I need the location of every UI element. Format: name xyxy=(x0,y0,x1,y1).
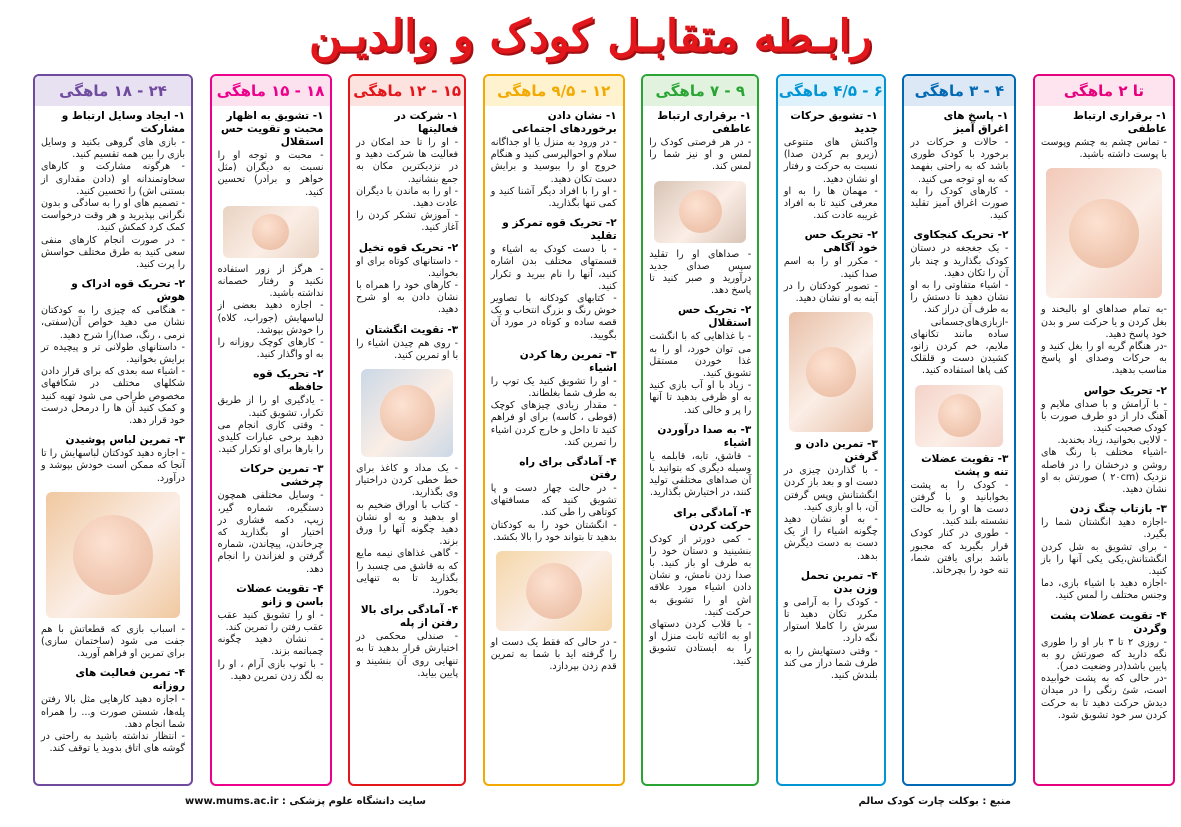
activity-tip: - یک جغجغه در دستان کودک بگذارید و چند بار آن را تکان دهید. xyxy=(910,243,1009,279)
activity-section xyxy=(491,217,617,342)
age-column-body xyxy=(778,106,884,784)
activity-tip: - وقتی دستهایش را به طرف شما دراز می کند بلندش کنید. xyxy=(783,645,878,682)
activity-tip: - به او نشان دهید چگونه اشیاء را از یک دست به دست دیگرش بدهد. xyxy=(783,514,878,562)
activity-section xyxy=(41,110,185,271)
activity-tip: واکنش های متنوعی (زیرو بم کردن صدا) نسبت به حرکت و رفتار او نشان دهید. xyxy=(783,137,878,185)
mirror-baby-photo xyxy=(789,312,873,432)
photo-subject-shape xyxy=(252,214,288,250)
site-url[interactable]: www.mums.ac.ir xyxy=(185,796,279,807)
activity-tip: - روزی ۲ تا ۳ بار او را طوری نگه دارید که صورتش رو به پایین باشد(در وضعیت دمر). xyxy=(1040,636,1167,673)
activity-tip: -در حالی که به پشت خوابیده است، شئ رنگی را در میدان دیدش حرکت دهید تا به حرکت کردن سر خود تشویق شود. xyxy=(1040,673,1167,721)
activity-section-title: ۴- تقویت عضلات باسن و زانو xyxy=(236,582,324,608)
activity-tip: - طوری در کنار کودک قرار بگیرید که مجبور باشد برای یافتن شما، تنه خود را بچرخاند. xyxy=(910,528,1009,577)
activity-section xyxy=(41,624,185,661)
activity-section xyxy=(784,438,878,563)
photo-subject-shape xyxy=(679,190,722,233)
activity-tip: - اسباب بازی که قطعاتش با هم جفت می شود (ساختمان سازی) برای تمرین او فراهم آورید. xyxy=(41,623,185,660)
activity-section-title: ۳- تمرین رها کردن اشیاء xyxy=(519,348,617,374)
age-column-header: ۱۲ - ۹/۵ ماهگی xyxy=(485,76,623,106)
activity-tip: -به تمام صداهای او بالبخند و بغل کردن و یا حرکت سر و بدن خود پاسخ دهید. xyxy=(1040,304,1167,340)
activity-tip: -ازبازی‌های‌جسمانی ساده مانند تکانهای ملایم، خم کردن زانو، کشیدن دست و قلقلک کف پاها استفاده کنید. xyxy=(910,316,1009,377)
playing-baby-photo xyxy=(654,181,746,243)
activity-tip: - حالات و حرکات در برخورد با کودک طوری باشد که به راحتی بفهمد که به او توجه می کنید. xyxy=(910,137,1009,185)
activity-section-title: ۲- تحریک حس خود آگاهی xyxy=(804,229,878,255)
photo-subject-shape xyxy=(938,394,981,437)
age-column-body xyxy=(485,106,623,784)
activity-section xyxy=(1041,304,1167,377)
activity-tip: - با قلاب کردن دستهای او به اثاثیه ثابت منزل او را به ایستادن تشویق کنید. xyxy=(649,619,752,667)
photo-subject-shape xyxy=(380,385,435,440)
activity-section xyxy=(649,424,751,500)
activity-section-title: ۱- برقراری ارتباط عاطفی xyxy=(1072,110,1167,135)
activity-section xyxy=(41,434,185,485)
age-column-header: ۱۵ - ۱۲ ماهگی xyxy=(350,76,464,106)
activity-tip: - وسایل مختلفی همچون دستگیره، شماره گیر، زیپ، دکمه فشاری در اختیار او بگذارید که چرخاندن، پیچاندن، شماره گرفتن و لغزاندن را انجام دهد. xyxy=(217,490,324,575)
activity-section xyxy=(1041,385,1167,497)
activity-tip: - انگشتان خود را به کودکتان بدهید تا بتواند خود را بالا بکشد. xyxy=(490,519,617,543)
activity-tip: - او را تا حد امکان در فعالیت ها شرکت دهید و در نزدیکترین مکان به جمع بنشانید. xyxy=(356,137,459,185)
activity-tip: - بازی های گروهی بکنید و وسایل بازی را بین همه تقسیم کنید. xyxy=(41,137,185,161)
toddler-hat-photo xyxy=(46,492,180,618)
blocks-toddler-photo xyxy=(361,369,453,457)
activity-tip: - یک مداد و کاغذ برای خط خطی کردن دراختیار وی بگذارید. xyxy=(356,463,459,499)
activity-section xyxy=(784,110,878,222)
activity-section-title: ۳- تقویت عضلات تنه و پشت xyxy=(921,452,1009,478)
photo-subject-shape xyxy=(806,347,856,397)
activity-section xyxy=(649,507,751,668)
activity-section xyxy=(218,368,324,456)
activity-tip: - انتظار نداشته باشید به راحتی در گوشه های اتاق بدوید یا توقف کند. xyxy=(41,731,185,755)
age-column-body xyxy=(35,106,191,784)
activity-section-title: ۱- تشویق به اظهار محبت و تقویت حس استقلال xyxy=(221,110,324,148)
activity-tip: - با غذاهایی که با انگشت می توان خورد، او را به غذا خوردن مستقل تشویق کنید. xyxy=(649,331,752,380)
activity-tip: - هرگز از زور استفاده نکنید و رفتار خصمانه نداشته باشید. xyxy=(217,263,324,300)
activity-section xyxy=(910,229,1008,377)
activity-tip: -در هنگام گریه او را بغل کنید و به حرکات وصدای او پاسخ مناسب بدهید. xyxy=(1040,341,1167,377)
activity-section-title: ۱- شرکت در فعالیتها xyxy=(394,110,459,135)
activity-tip: - او را تشویق کنید یک توپ را به طرف شما بغلطاند. xyxy=(490,375,617,400)
activity-section xyxy=(649,249,751,298)
age-column xyxy=(483,74,625,786)
activity-section-title: ۲- تحریک قوه ادراک و هوش xyxy=(71,278,185,304)
activity-tip: - کمی دورتر از کودک بنشینید و دستان خود را به طرف او باز کنید. با صدا زدن نامش، و نشان دادن اشیاء مورد علاقه اش او را تشویق به حرکت کنید. xyxy=(649,533,752,618)
page-title: رابـطه متقابـل کودک و والدیـن xyxy=(308,11,873,62)
age-column-body xyxy=(904,106,1014,784)
activity-tip: - اشیاء سه بعدی که برای قرار دادن شکلهای مختلف در شکافهای مخصوص طراحی می شود تهیه کنید و کمک کنید آن ها را درمحل درست خود قرار دهد. xyxy=(41,366,185,427)
activity-section-title: ۳- تمرین دادن و گرفتن xyxy=(795,438,878,464)
activity-tip: - آموزش تشکر کردن را آغاز کنید. xyxy=(356,210,459,234)
activity-section xyxy=(356,463,458,597)
activity-section-title: ۱- ایجاد وسایل ارتباط و مشارکت xyxy=(61,110,185,135)
siblings-photo xyxy=(223,206,319,258)
activity-tip: - تصویر کودکتان را در آینه به او نشان دهید. xyxy=(783,280,878,305)
age-column xyxy=(348,74,466,786)
activity-tip: - قاشق، تابه، قابلمه یا وسیله دیگری که بتوانید با آن صداهای مختلفی تولید کنند، در اختیارش بگذارید. xyxy=(649,450,752,499)
activity-tip: - لالایی بخوانید، زیاد بخندید. xyxy=(1057,435,1167,447)
activity-section-title: ۴- تقویت عضلات پشت وگردن xyxy=(1050,609,1167,635)
age-column-header: ۶ - ۴/۵ ماهگی xyxy=(778,76,884,106)
activity-tip: - در هر فرصتی کودک را لمس و او نیز شما را لمس کند. xyxy=(649,137,752,173)
activity-section-title: ۴- آمادگی برای حرکت کردن xyxy=(673,506,752,532)
activity-tip: - در صورت انجام کارهای منفی سعی کنید به طرق مختلف حواسش را پرت کنید. xyxy=(41,234,185,271)
activity-section-title: ۴- آمادگی برای بالا رفتن از پله xyxy=(360,604,459,630)
activity-tip: - با توپ بازی آرام ، او را به لگد زدن تمرین دهید. xyxy=(217,658,324,682)
activity-tip: - نشان دهید چگونه چمباتمه بزند. xyxy=(217,634,324,658)
activity-section-title: ۳- بازتاب چنگ زدن xyxy=(1069,503,1167,516)
activity-section-title: ۴- آمادگی برای راه رفتن xyxy=(519,456,617,482)
age-column xyxy=(776,74,886,786)
activity-section-title: ۱- تشویق حرکات جدید xyxy=(790,110,878,135)
activity-tip: - هنگامی که چیزی را به کودکتان نشان می دهید خواص آن(سفتی، نرمی ، رنگ، صدا)را شرح دهید. xyxy=(41,305,185,341)
photo-subject-shape xyxy=(73,515,153,595)
activity-tip: - وقتی کاری انجام می دهید برخی عبارات کلیدی را بارها برای او تکرار کنید. xyxy=(217,419,324,456)
activity-tip: - کتابهای کودکانه با تصاویر خوش رنگ و بزرگ انتخاب و یک قصه ساده و کوتاه در مورد آن بگویید. xyxy=(490,293,617,341)
activity-tip: - با گذاردن چیزی در دست او و بعد باز کردن انگشتانش وپس گرفتن آن، با او بازی کنید. xyxy=(783,465,878,513)
standing-baby-photo xyxy=(496,551,612,631)
mother-baby-photo xyxy=(1046,168,1162,298)
age-column xyxy=(1033,74,1175,786)
activity-section-title: ۲- تحریک حواس xyxy=(1083,384,1167,397)
activity-tip: - صندلی محکمی در اختیارش قرار بدهید تا به تنهایی روی آن بنشیند و پایین بیاید. xyxy=(356,631,459,679)
activity-tip: - روی هم چیدن اشیاء را با او تمرین کنید. xyxy=(356,337,459,361)
age-column-header: ۹ - ۷ ماهگی xyxy=(643,76,757,106)
activity-section-title: ۲- تحریک قوه تمرکز و تقلید xyxy=(502,217,617,243)
activity-tip: - یادگیری او را از طریق تکرار، تشویق کنید. xyxy=(217,395,324,419)
activity-section xyxy=(1041,110,1167,161)
activity-section-title: ۲- تحریک قوه حافظه xyxy=(253,368,324,394)
activity-section xyxy=(41,278,185,427)
age-column-header: ۱۸ - ۱۵ ماهگی xyxy=(212,76,330,106)
activity-section-title: ۱- برقراری ارتباط عاطفی xyxy=(657,110,752,135)
baby-feet-photo xyxy=(915,385,1003,447)
activity-section-title: ۲- تحریک قوه تخیل xyxy=(358,241,459,254)
activity-tip: - با دست کودک به اشیاء و قسمتهای مختلف بدن اشاره کنید، آنها را نام ببرید و تکرار کنید. xyxy=(490,244,617,292)
age-column xyxy=(33,74,193,786)
age-column-body xyxy=(643,106,757,784)
activity-tip: - در ورود به منزل یا او جداگانه سلام و احوالپرسی کنید و هنگام خروج او را ببوسید و برایش دست تکان دهید. xyxy=(490,137,617,185)
activity-section-title: ۴- تمرین تحمل وزن بدن xyxy=(800,569,878,595)
activity-section-title: ۲- تحریک حس استقلال xyxy=(678,304,752,330)
activity-section xyxy=(41,667,185,755)
activity-section xyxy=(218,264,324,362)
activity-section-title: ۱- پاسخ های اغراق آمیز xyxy=(943,110,1009,135)
activity-section-title: ۴- تمرین فعالیت های روزانه xyxy=(75,667,185,693)
activity-section xyxy=(356,110,458,235)
activity-tip: - کودک را به آرامی و مکرر تکان دهید تا سرش را کاملا استوار نگه دارد. xyxy=(783,596,878,645)
activity-tip: - کتاب با اوراق ضخیم به او بدهید و به او نشان دهید چگونه آنها را ورق بزند. xyxy=(356,499,459,548)
age-columns xyxy=(33,74,1175,786)
activity-tip: - او را تشویق کنید عقب عقب رفتن را تمرین کند. xyxy=(217,609,324,634)
activity-tip: -اجازه دهید با اشیاء بازی، دما وجنس مختلف را لمس کنید. xyxy=(1040,578,1167,602)
activity-tip: - محبت و توجه او را نسبت به دیگران (مثل خواهر و برادر) تحسین کنید. xyxy=(217,150,324,198)
activity-tip: - داستانهای طولانی تر و پیچیده تر برایش بخوانید. xyxy=(41,341,185,366)
activity-section xyxy=(356,324,458,362)
activity-section-title: ۳- تقویت انگشتان xyxy=(365,323,459,336)
activity-section xyxy=(491,637,617,674)
age-column xyxy=(641,74,759,786)
activity-section-title: ۳- تمرین لباس پوشیدن xyxy=(65,434,185,447)
activity-tip: - تصمیم های او را به سادگی و بدون نگرانی بپذیرید و هر وقت درخواست کمک کرد کمکش کنید. xyxy=(41,198,185,234)
activity-tip: - صداهای او را تقلید سپس صدای جدید درآورید و صبر کنید تا پاسخ دهد. xyxy=(649,248,752,297)
activity-section xyxy=(784,229,878,305)
activity-tip: - کارهای کودک را به صورت اغراق آمیز تقلید کنید. xyxy=(910,185,1009,222)
activity-tip: - در حالت چهار دست و پا تشویق کنید که مسافتهای کوتاهی را طی کند. xyxy=(490,483,617,519)
age-column-body xyxy=(350,106,464,784)
activity-section xyxy=(784,570,878,682)
activity-section xyxy=(910,110,1008,222)
activity-tip: - اجازه دهید کارهایی مثل بالا رفتن پله‌ها، شستن صورت و... را همراه شما انجام دهد. xyxy=(41,694,185,730)
activity-section xyxy=(218,463,324,575)
activity-section xyxy=(910,453,1008,578)
activity-tip: - در حالی که فقط یک دست او را گرفته اید با شما به تمرین قدم زدن بپردازد. xyxy=(490,637,617,673)
activity-tip: - کارهای خود را همراه با نشان دادن به او شرح دهید. xyxy=(356,280,459,316)
activity-tip: - او را با افراد دیگر آشنا کنید و کمی تنها بگذارید. xyxy=(490,185,617,210)
activity-section xyxy=(649,110,751,174)
activity-section-title: ۲- تحریک کنجکاوی xyxy=(913,229,1009,242)
age-column-body xyxy=(1035,106,1173,784)
activity-section xyxy=(1041,610,1167,722)
activity-tip: -اجازه دهید انگشتان شما را بگیرد. xyxy=(1040,517,1167,541)
activity-section xyxy=(218,110,324,199)
activity-tip: - اجازه دهید کودکتان لباسهایش را تا آنجا که ممکن است خودش بپوشد و درآورد. xyxy=(41,448,185,484)
footer xyxy=(0,796,1181,816)
activity-tip: - مهمان ها را به او معرفی کنید تا به افراد غریبه عادت کند. xyxy=(783,185,878,222)
activity-tip: - با آرامش و با صدای ملایم و آهنگ دار از دو طرف صورت با کودک صحبت کنید. xyxy=(1040,398,1167,435)
age-column-body xyxy=(212,106,330,784)
activity-tip: - گاهی غذاهای نیمه مایع که به قاشق می چسبد را بگذارید تا به تنهایی بخورد. xyxy=(356,548,459,597)
age-column-header: ۴ - ۳ ماهگی xyxy=(904,76,1014,106)
activity-tip: -اشیاء مختلف با رنگ های روشن و درخشان را در فاصله نزدیک (۲۰cm ) صورتش به او نشان دهید. xyxy=(1040,447,1167,496)
activity-tip: - اشیاء متفاوتی را به او نشان دهید تا دستش را به طرف آن دراز کند. xyxy=(910,280,1009,316)
activity-tip: - کارهای کوچک روزانه را به او واگذار کنید. xyxy=(217,337,324,361)
activity-section-title: ۳- تمرین حرکات چرخشی xyxy=(239,463,324,489)
activity-tip: - زیاد با او آب بازی کنید به او ظرفی بدهید تا آنها را پر و خالی کند. xyxy=(649,380,752,416)
activity-section xyxy=(491,110,617,210)
activity-section xyxy=(218,583,324,683)
activity-tip: - داستانهای کوتاه برای او بخوانید. xyxy=(356,255,459,279)
site-label: سایت دانشگاه علوم پزشکی : xyxy=(281,796,426,807)
activity-section xyxy=(491,456,617,544)
activity-tip: - هرگونه مشارکت و کارهای سخاوتمندانه او (دادن مقداری از بستنی اش) را تحسین کنید. xyxy=(41,161,185,197)
photo-subject-shape xyxy=(526,563,582,619)
photo-subject-shape xyxy=(1069,199,1139,269)
activity-section-title: ۱- نشان دادن برخوردهای اجتماعی xyxy=(511,110,617,135)
activity-section xyxy=(649,304,751,416)
activity-tip: - کودک را به پشت بخوابانید و با گرفتن دست ها او را به حالت نشسته بلند کنید. xyxy=(910,479,1009,528)
age-column xyxy=(902,74,1016,786)
activity-section-title: ۳- به صدا درآوردن اشیاء xyxy=(657,423,752,449)
source-note: منبع : بوکلت چارت کودک سالم xyxy=(858,796,1011,807)
activity-tip: - تماس چشم به چشم وپوست با پوست داشته باشید. xyxy=(1040,137,1167,161)
activity-section xyxy=(1041,503,1167,602)
site-credit xyxy=(185,796,426,807)
age-column xyxy=(210,74,332,786)
activity-tip: - مقدار زیادی چیزهای کوچک (قوطی ، کاسه) برای او فراهم کنید تا داخل و خارج کردن اشیاء را تمرین کند. xyxy=(490,400,617,448)
activity-tip: - اجازه دهید بعضی از لباسهایش (جوراب، کلاه) را خودش بپوشد. xyxy=(217,300,324,336)
activity-tip: - او را به ماندن با دیگران عادت دهید. xyxy=(356,185,459,210)
age-column-header: ۲۴ - ۱۸ ماهگی xyxy=(35,76,191,106)
age-column-header: تا ۲ ماهگی xyxy=(1035,76,1173,106)
activity-section xyxy=(356,242,458,317)
activity-section xyxy=(491,349,617,449)
activity-tip: - مکرر او را به اسم صدا کنید. xyxy=(783,256,878,280)
activity-section xyxy=(356,604,458,680)
activity-tip: - برای تشویق به شل کردن انگشتانش،یکی یکی آنها را باز کنید. xyxy=(1040,541,1167,578)
